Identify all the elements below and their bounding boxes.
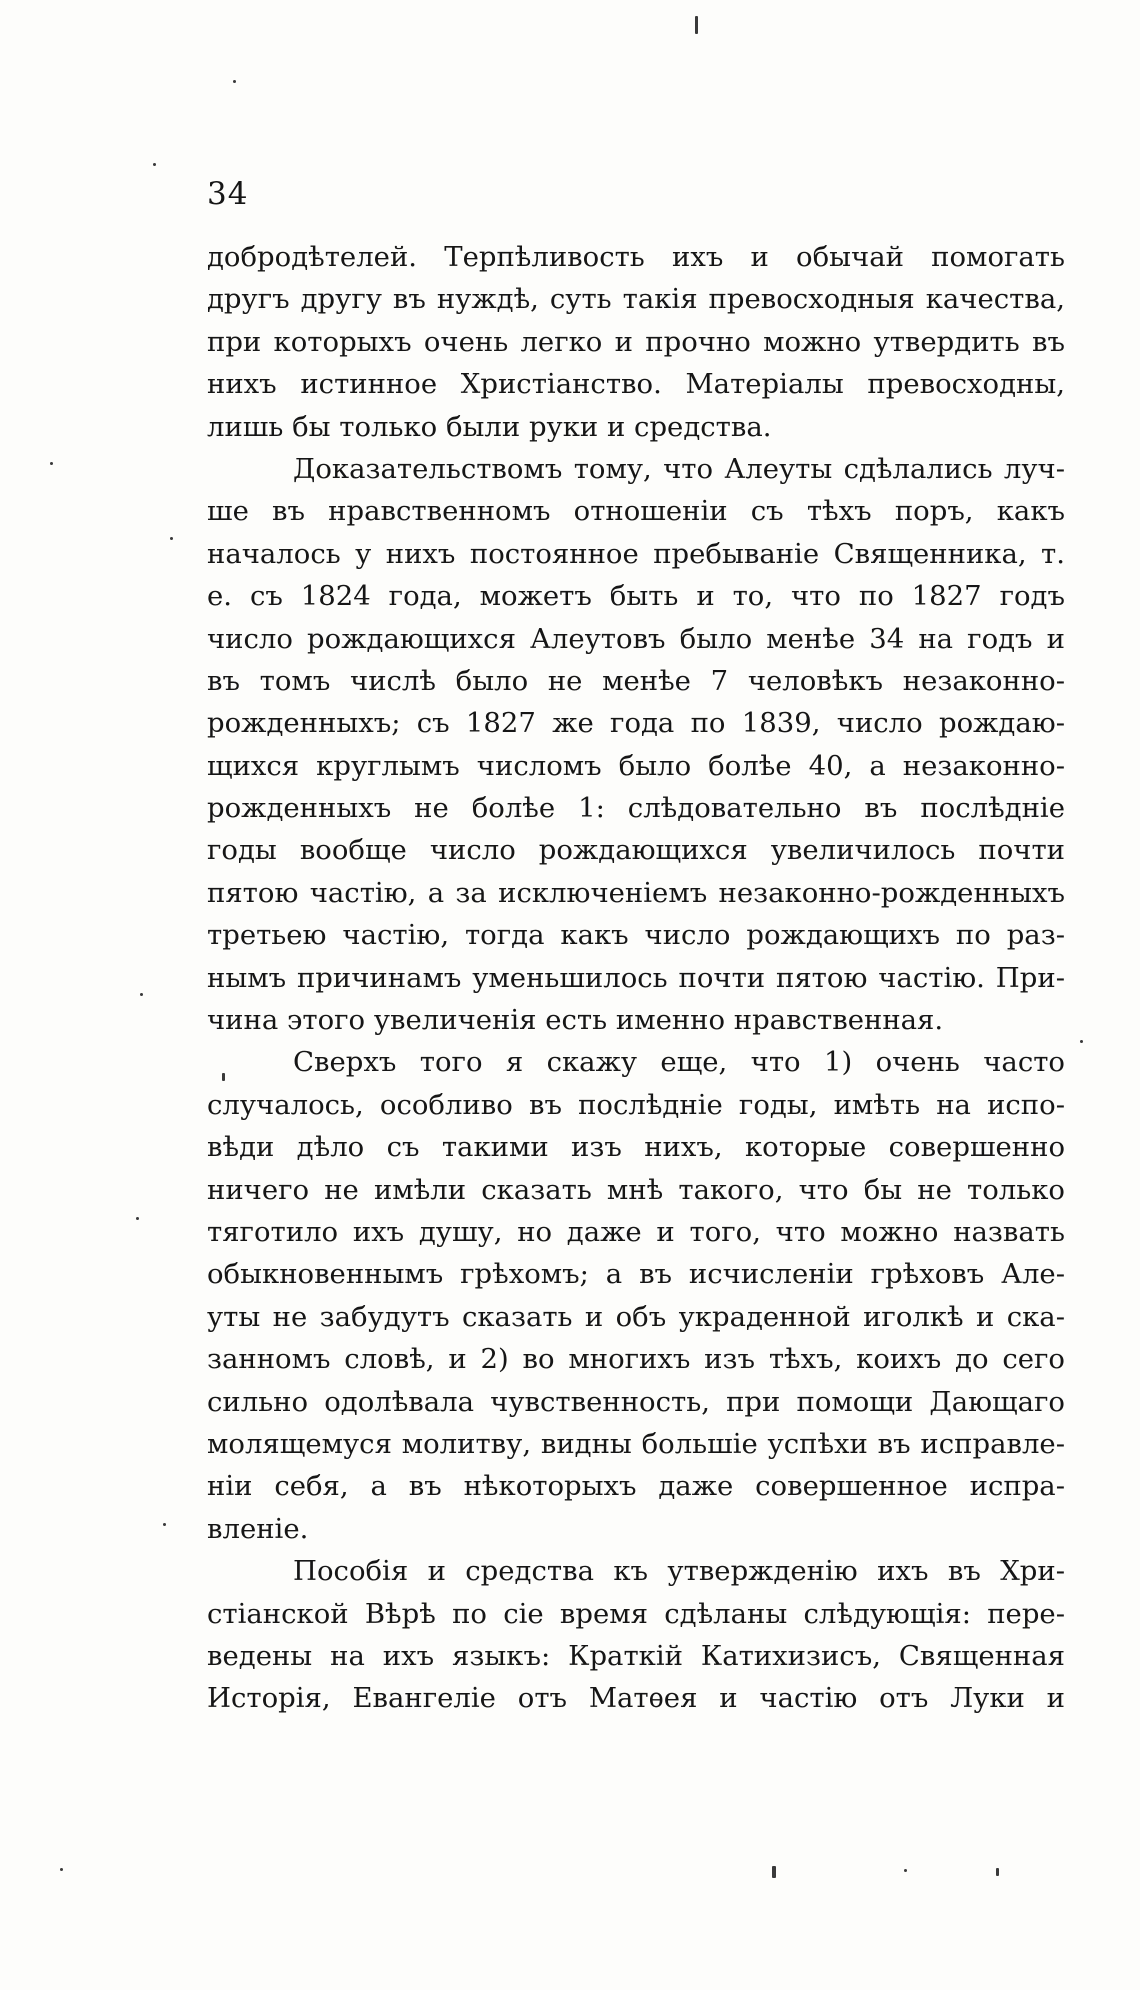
text-line: другъ другу въ нуждѣ, суть такія превосходныя качества, — [207, 283, 1065, 316]
text-line: занномъ словѣ, и 2) во многихъ изъ тѣхъ, коихъ до сего — [207, 1343, 1065, 1376]
text-line: рожденныхъ; съ 1827 же года по 1839, число рождаю- — [207, 707, 1065, 740]
paragraph-4 — [207, 1550, 1065, 1720]
text-line: рожденныхъ не болѣе 1: слѣдовательно въ послѣдніе — [207, 792, 1065, 825]
text-line: началось у нихъ постоянное пребываніе Священника, т. — [207, 537, 1065, 570]
scan-speck — [233, 80, 236, 83]
scan-speck — [904, 1869, 907, 1872]
text-line: щихся круглымъ числомъ было болѣе 40, а незаконно- — [207, 749, 1065, 782]
scan-speck — [222, 1073, 225, 1081]
scan-speck — [170, 537, 173, 540]
text-line: ничего не имѣли сказать мнѣ такого, что бы не только — [207, 1173, 1065, 1206]
text-line: лишь бы только были руки и средства. — [207, 410, 772, 443]
scan-speck — [695, 16, 698, 34]
text-line: вленіе. — [207, 1512, 309, 1545]
text-line: чина этого увеличенія есть именно нравственная. — [207, 1004, 944, 1037]
text-line: третьею частію, тогда какъ число рождающихъ по раз- — [207, 919, 1065, 952]
text-line: въ томъ числѣ было не менѣе 7 человѣкъ незаконно- — [207, 664, 1065, 697]
text-line: тяготило ихъ душу, но даже и того, что можно назвать — [207, 1215, 1065, 1248]
text-line: уты не забудутъ сказать и объ украденной иголкѣ и ска- — [207, 1300, 1065, 1333]
text-line: ніи себя, а въ нѣкоторыхъ даже совершенное испра- — [207, 1470, 1065, 1503]
scan-speck — [136, 1217, 139, 1220]
scan-speck — [163, 1523, 166, 1526]
text-line: Доказательствомъ тому, что Алеуты сдѣлались луч- — [293, 452, 1065, 485]
text-line: нихъ истинное Христіанство. Матеріалы превосходны, — [207, 368, 1065, 401]
text-line: ше въ нравственномъ отношеніи съ тѣхъ поръ, какъ — [207, 495, 1065, 528]
paragraph-1 — [207, 236, 1065, 448]
text-line: сильно одолѣвала чувственность, при помощи Дающаго — [207, 1385, 1065, 1418]
scan-speck — [996, 1868, 999, 1876]
text-line: ведены на ихъ языкъ: Краткій Катихизисъ, Священная — [207, 1639, 1065, 1672]
text-line: число рождающихся Алеутовъ было менѣе 34 на годъ и — [207, 622, 1065, 655]
text-line: вѣди дѣло съ такими изъ нихъ, которые совершенно — [207, 1131, 1065, 1164]
scan-speck — [1080, 1040, 1083, 1043]
text-line: пятою частію, а за исключеніемъ незаконно-рожденныхъ — [207, 876, 1065, 909]
paragraph-3 — [207, 1041, 1065, 1550]
scan-speck — [60, 1868, 63, 1871]
text-line: Сверхъ того я скажу еще, что 1) очень часто — [293, 1046, 1065, 1079]
text-line: обыкновеннымъ грѣхомъ; а въ исчисленіи грѣховъ Але- — [207, 1258, 1065, 1291]
text-line: при которыхъ очень легко и прочно можно утвердить въ — [207, 325, 1065, 358]
text-line: Пособія и средства къ утвержденію ихъ въ Хри- — [293, 1555, 1065, 1588]
text-line: годы вообще число рождающихся увеличилось почти — [207, 834, 1065, 867]
text-line: случалось, особливо въ послѣдніе годы, имѣть на испо- — [207, 1088, 1065, 1121]
body-text — [207, 236, 1065, 1720]
scan-speck — [50, 462, 53, 465]
text-line: молящемуся молитву, видны большіе успѣхи въ исправле- — [207, 1427, 1065, 1460]
text-line: стіанской Вѣрѣ по сіе время сдѣланы слѣдующія: пере- — [207, 1597, 1065, 1630]
text-line: нымъ причинамъ уменьшилось почти пятою частію. При- — [207, 961, 1065, 994]
page-number: 34 — [207, 176, 249, 212]
scan-speck — [153, 163, 156, 166]
text-line: добродѣтелей. Терпѣливость ихъ и обычай помогать — [207, 241, 1065, 273]
scan-speck — [140, 993, 143, 996]
text-line: е. съ 1824 года, можетъ быть и то, что по 1827 годъ — [207, 580, 1065, 613]
scan-speck — [772, 1866, 776, 1878]
text-line: Исторія, Евангеліе отъ Матѳея и частію отъ Луки и — [207, 1682, 1065, 1715]
paragraph-2 — [207, 448, 1065, 1041]
